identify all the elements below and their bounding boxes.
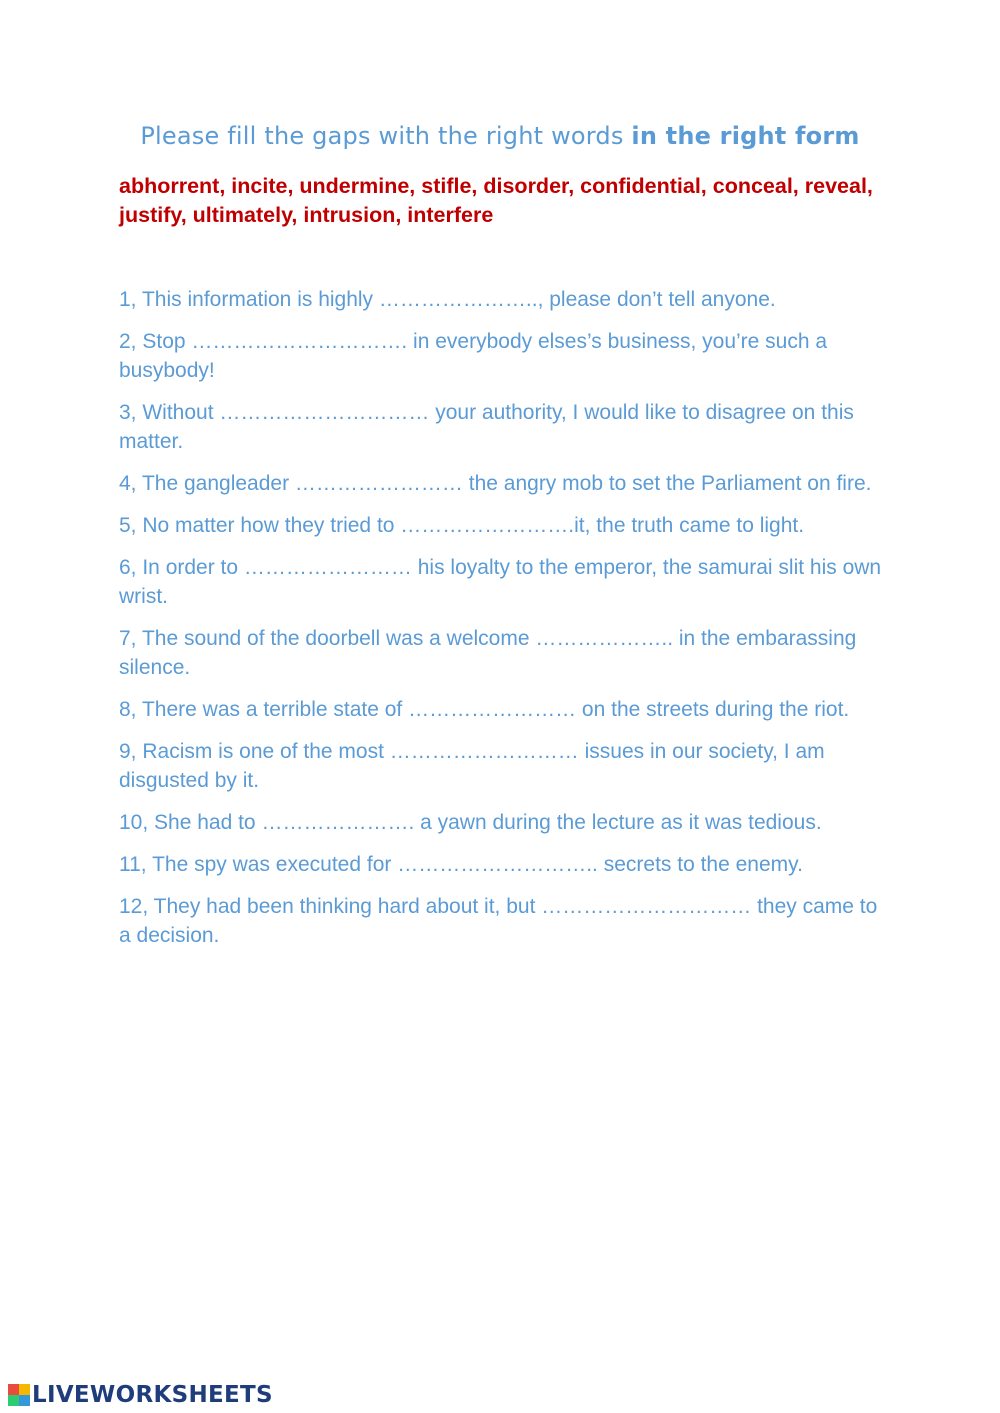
- question-item: 2, Stop …………………………. in everybody elses’s business, you’re such a busybody!: [119, 330, 828, 382]
- question-item: 3, Without ………………………… your authority, I would like to disagree on this matter.: [119, 401, 854, 453]
- logo-square-blue: [19, 1395, 30, 1406]
- question-list: [119, 285, 889, 963]
- word-bank: abhorrent, incite, undermine, stifle, disorder, confidential, conceal, reveal, justify, ultimately, intrusion, interfere: [119, 174, 873, 227]
- question-item: 4, The gangleader …………………… the angry mob to set the Parliament on fire.: [119, 472, 872, 495]
- title-text: Please fill the gaps with the right words: [140, 122, 632, 150]
- logo-square-red: [8, 1384, 19, 1395]
- question-item: 7, The sound of the doorbell was a welcome ……………….. in the embarassing silence.: [119, 627, 857, 679]
- logo-square-yellow: [19, 1384, 30, 1395]
- title-emphasis: in the right form: [631, 122, 860, 150]
- logo-text: LIVEWORKSHEETS: [32, 1382, 273, 1408]
- logo-square-green: [8, 1395, 19, 1406]
- liveworksheets-logo: [8, 1380, 273, 1410]
- question-item: 8, There was a terrible state of …………………… on the streets during the riot.: [119, 698, 850, 721]
- question-item: 10, She had to …………………. a yawn during the lecture as it was tedious.: [119, 811, 822, 834]
- question-item: 1, This information is highly ………………….., please don’t tell anyone.: [119, 288, 776, 311]
- logo-mark-icon: [8, 1384, 30, 1406]
- question-item: 11, The spy was executed for ……………………….. secrets to the enemy.: [119, 853, 803, 876]
- question-item: 12, They had been thinking hard about it, but ………………………… they came to a decision.: [119, 895, 878, 947]
- question-item: 6, In order to …………………… his loyalty to the emperor, the samurai slit his own wrist.: [119, 556, 882, 608]
- question-item: 9, Racism is one of the most ……………………… issues in our society, I am disgusted by it.: [119, 740, 825, 792]
- question-item: 5, No matter how they tried to …………………….it, the truth came to light.: [119, 514, 805, 537]
- worksheet-title: [0, 122, 1000, 150]
